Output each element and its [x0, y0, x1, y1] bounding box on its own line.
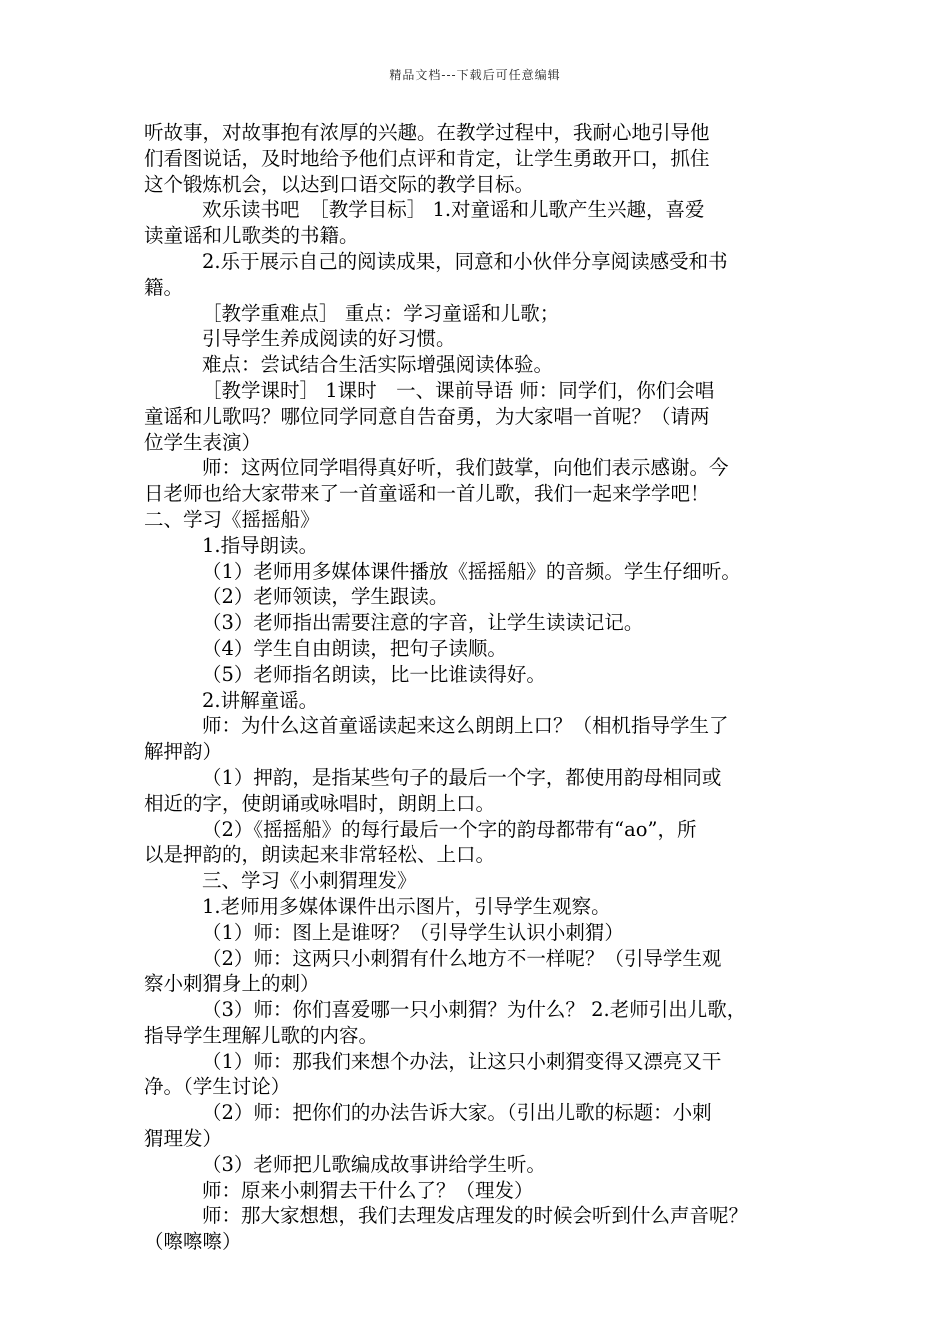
- text-line: 这个锻炼机会，以达到口语交际的教学目标。: [144, 172, 535, 196]
- text-line: 净。（学生讨论）: [144, 1075, 291, 1099]
- text-line: 们看图说话，及时地给予他们点评和肯定，让学生勇敢开口，抓住: [144, 146, 710, 170]
- text-line: （1）师：那我们来想个办法，让这只小刺猬变得又漂亮又干: [202, 1049, 722, 1073]
- text-line: （2）老师领读，学生跟读。: [202, 585, 449, 609]
- text-line: 相近的字，使朗诵或咏唱时，朗朗上口。: [144, 791, 496, 815]
- text-line: 三、学习《小刺猬理发》: [202, 869, 417, 893]
- text-line: 二、学习《摇摇船》: [144, 507, 320, 531]
- text-line: 听故事，对故事抱有浓厚的兴趣。在教学过程中，我耐心地引导他: [144, 121, 710, 144]
- page-header: 精品文档---下载后可任意编辑: [389, 68, 561, 82]
- document-body: [144, 120, 810, 1255]
- text-line: 1.指导朗读。: [202, 533, 319, 557]
- text-line: （2）《摇摇船》的每行最后一个字的韵母都带有“ao”，所: [202, 817, 697, 841]
- text-line: （5）老师指名朗读，比一比谁读得好。: [202, 662, 546, 686]
- text-line: 1.老师用多媒体课件出示图片，引导学生观察。: [202, 894, 611, 918]
- text-line: 师：这两位同学唱得真好听，我们鼓掌，向他们表示感谢。今: [202, 456, 729, 480]
- text-line: （3）老师把儿歌编成故事讲给学生听。: [202, 1152, 546, 1176]
- text-line: （2）师：这两只小刺猬有什么地方不一样呢？（引导学生观: [202, 946, 722, 970]
- text-line: 猬理发）: [144, 1127, 223, 1151]
- text-line: 引导学生养成阅读的好习惯。: [202, 327, 456, 351]
- text-line: （2）师：把你们的办法告诉大家。（引出儿歌的标题：小刺: [202, 1101, 712, 1125]
- text-line: （嚓嚓嚓）: [144, 1230, 242, 1254]
- text-line: 难点：尝试结合生活实际增强阅读体验。: [202, 353, 554, 377]
- text-line: 师：那大家想想，我们去理发店理发的时候会听到什么声音呢？: [202, 1204, 749, 1228]
- text-line: 指导学生理解儿歌的内容。: [144, 1023, 379, 1047]
- text-line: 解押韵）: [144, 740, 223, 764]
- text-line: 位学生表演）: [144, 430, 262, 454]
- text-line: （4）学生自由朗读，把句子读顺。: [202, 636, 507, 660]
- text-line: 2.讲解童谣。: [202, 688, 319, 712]
- text-line: 察小刺猬身上的刺）: [144, 972, 320, 996]
- text-line: 师：原来小刺猬去干什么了？（理发）: [202, 1178, 534, 1202]
- text-line: （1）老师用多媒体课件播放《摇摇船》的音频。学生仔细听。: [202, 559, 741, 583]
- text-line: 日老师也给大家带来了一首童谣和一首儿歌，我们一起来学学吧！: [144, 482, 710, 506]
- text-line: 师：为什么这首童谣读起来这么朗朗上口？（相机指导学生了: [202, 714, 729, 738]
- text-line: （3）老师指出需要注意的字音，让学生读读记记。: [202, 611, 644, 635]
- text-line: 籍。: [144, 275, 184, 299]
- text-line: （1）押韵，是指某些句子的最后一个字，都使用韵母相同或: [202, 765, 722, 789]
- text-line: 欢乐读书吧 ［教学目标］ 1.对童谣和儿歌产生兴趣，喜爱: [202, 198, 705, 222]
- text-line: （3）师：你们喜爱哪一只小刺猬？为什么？ 2.老师引出儿歌，: [202, 998, 747, 1022]
- text-line: ［教学课时］ 1课时 一、课前导语 师：同学们，你们会唱: [202, 378, 715, 402]
- text-line: 童谣和儿歌吗？哪位同学同意自告奋勇，为大家唱一首呢？（请两: [144, 404, 710, 428]
- text-line: 以是押韵的，朗读起来非常轻松、上口。: [144, 843, 496, 867]
- text-line: ［教学重难点］ 重点：学习童谣和儿歌；: [202, 301, 560, 325]
- text-line: 2.乐于展示自己的阅读成果，同意和小伙伴分享阅读感受和书: [202, 249, 728, 273]
- text-line: （1）师：图上是谁呀？（引导学生认识小刺猬）: [202, 920, 624, 944]
- text-line: 读童谣和儿歌类的书籍。: [144, 224, 359, 248]
